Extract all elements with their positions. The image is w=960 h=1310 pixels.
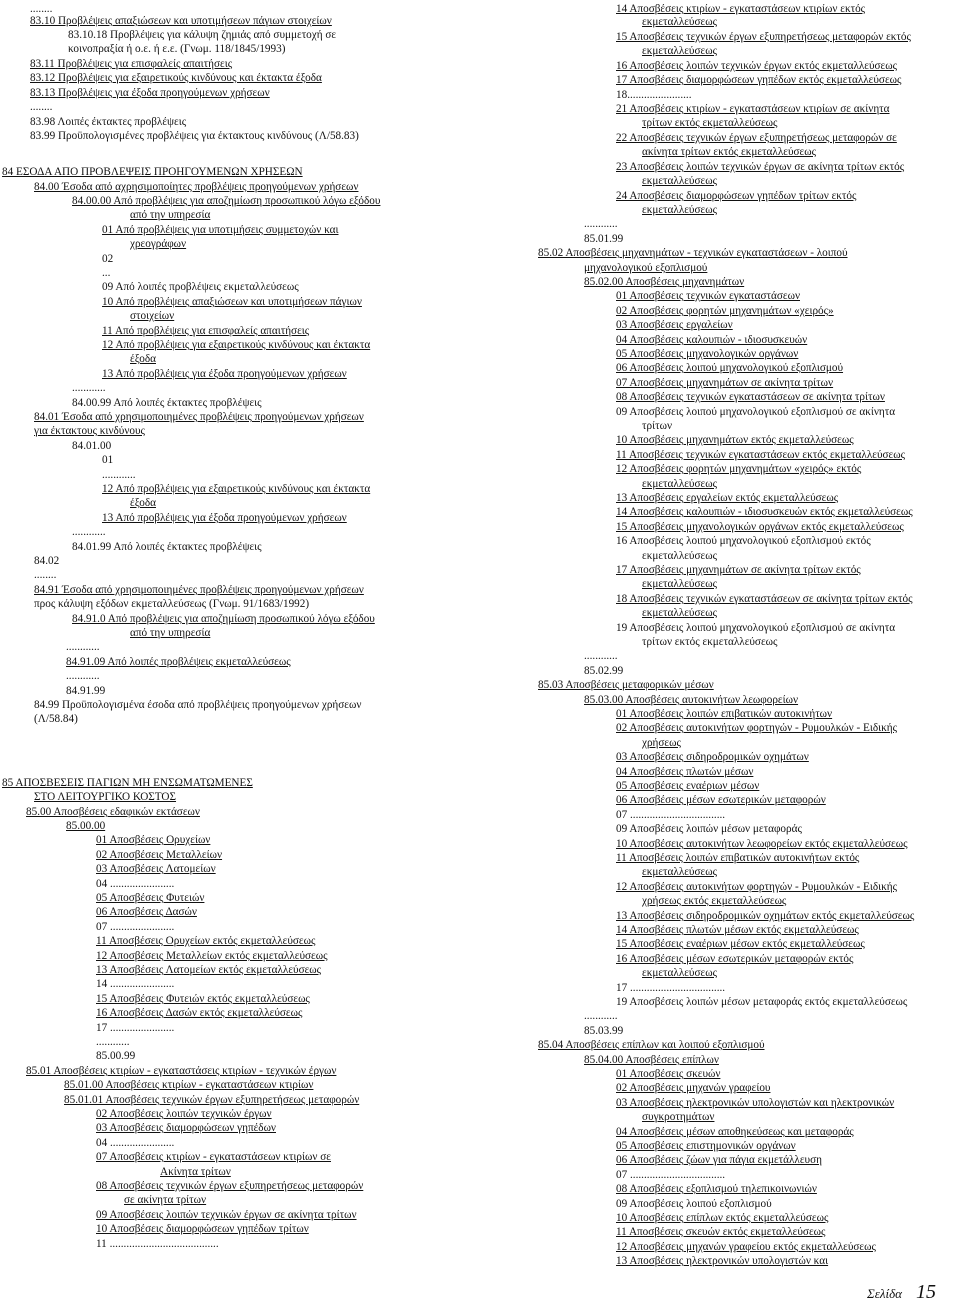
account-line: 16 Αποσβέσεις λοιπού μηχανολογικού εξοπλισμού εκτός [616, 535, 871, 547]
account-line: 13 Αποσβέσεις σιδηροδρομικών οχημάτων εκτός εκμεταλλεύσεως [616, 910, 915, 922]
account-line: 01 Αποσβέσεις λοιπών επιβατικών αυτοκινήτων [616, 708, 833, 720]
account-line: 04 Αποσβέσεις πλωτών μέσων [616, 766, 754, 778]
account-line: 85.02.00 Αποσβέσεις μηχανημάτων [584, 276, 745, 288]
account-line: 84.01.99 Από λοιπές έκτακτες προβλέψεις [72, 541, 262, 553]
account-line: 17 .................................. [616, 982, 726, 994]
account-line: 15 Αποσβέσεις Φυτειών εκτός εκμεταλλεύσεως [96, 993, 310, 1005]
account-line: 07 Αποσβέσεις κτιρίων - εγκαταστάσεων κτιρίων σε [96, 1151, 331, 1163]
account-line: εκμεταλλεύσεως [642, 607, 717, 619]
account-line: 06 Αποσβέσεις μέσων εσωτερικών μεταφορών [616, 794, 826, 806]
account-line: 84.00 Έσοδα από αχρησιμοποίητες προβλέψεις προηγούμενων χρήσεων [34, 181, 359, 193]
account-line: εκμεταλλεύσεως [642, 478, 717, 490]
account-line: 12 Από προβλέψεις για εξαιρετικούς κινδύνους και έκτακτα [102, 483, 371, 495]
account-line: 16 Αποσβέσεις λοιπών τεχνικών έργων εκτός εκμεταλλεύσεως [616, 60, 898, 72]
account-line: 03 Αποσβέσεις ηλεκτρονικών υπολογιστών και ηλεκτρονικών [616, 1097, 895, 1109]
account-line: στοιχείων [130, 310, 175, 322]
account-line: 06 Αποσβέσεις λοιπού μηχανολογικού εξοπλισμού [616, 362, 844, 374]
account-line: 85.00.99 [96, 1050, 136, 1062]
account-line: 84.00.00 Από προβλέψεις για αποζημίωση προσωπικού λόγω εξόδου [72, 195, 381, 207]
account-line: 85.01.00 Αποσβέσεις κτιρίων - εγκαταστάσεων κτιρίων [64, 1079, 314, 1091]
account-line: 17 Αποσβέσεις διαμορφώσεων γηπέδων εκτός εκμεταλλεύσεως [616, 74, 902, 86]
account-line: 17 Αποσβέσεις μηχανημάτων σε ακίνητα τρίτων εκτός [616, 564, 861, 576]
account-line: 85.03 Αποσβέσεις μεταφορικών μέσων [538, 679, 714, 691]
account-line: 83.99 Προϋπολογισμένες προβλέψεις για έκτακτους κινδύνους (Λ/58.83) [30, 130, 359, 142]
account-line: 84.91.09 Από λοιπές προβλέψεις εκμεταλλεύσεως [66, 656, 291, 668]
account-line: 14 ....................... [96, 978, 175, 990]
account-line: 18 Αποσβέσεις τεχνικών εγκαταστάσεων σε ακίνητα τρίτων εκτός [616, 593, 913, 605]
account-line: 11 Αποσβέσεις λοιπών επιβατικών αυτοκινήτων εκτός [616, 852, 860, 864]
account-line: 16 Αποσβέσεις μέσων εσωτερικών μεταφορών εκτός [616, 953, 854, 965]
account-line: τρίτων εκτός εκμεταλλεύσεως [642, 117, 778, 129]
account-line: ... [102, 267, 111, 279]
account-line: 10 Αποσβέσεις μηχανημάτων εκτός εκμεταλλεύσεως [616, 434, 854, 446]
account-line: 08 Αποσβέσεις εξοπλισμού τηλεπικοινωνιών [616, 1183, 817, 1195]
account-line: 84.02 [34, 555, 60, 567]
account-line: 05 Αποσβέσεις Φυτειών [96, 892, 205, 904]
account-line: συγκροτημάτων [642, 1111, 715, 1123]
account-line: 85.02.99 [584, 665, 624, 677]
account-line: 13 Από προβλέψεις για έξοδα προηγούμενων χρήσεων [102, 512, 347, 524]
account-line: εκμεταλλεύσεως [642, 204, 717, 216]
account-line: (Λ/58.84) [34, 713, 78, 725]
account-line: 08 Αποσβέσεις τεχνικών εγκαταστάσεων σε ακίνητα τρίτων [616, 391, 885, 403]
account-line: 84.00.99 Από λοιπές έκτακτες προβλέψεις [72, 397, 262, 409]
account-line: ............ [584, 1010, 618, 1022]
account-line: 10 Αποσβέσεις διαμορφώσεων γηπέδων τρίτων [96, 1223, 309, 1235]
account-line: κοινοπραξία ή ο.ε. ή ε.ε. (Γνωμ. 118/1845/1993) [68, 43, 286, 55]
page-label: Σελίδα [867, 1286, 902, 1301]
account-line: 16 Αποσβέσεις Δασών εκτός εκμεταλλεύσεως [96, 1007, 303, 1019]
account-line: 02 Αποσβέσεις αυτοκινήτων φορτηγών - Ρυμουλκών - Ειδικής [616, 722, 898, 734]
account-line: ακίνητα τρίτων εκτός εκμεταλλεύσεως [642, 146, 817, 158]
account-line: 12 Αποσβέσεις φορητών μηχανημάτων «χειρός» εκτός [616, 463, 862, 475]
page-number: 15 [916, 1281, 936, 1303]
account-line: έξοδα [130, 497, 156, 509]
account-line: 83.10 Προβλέψεις απαξιώσεων και υποτιμήσεων πάγιων στοιχείων [30, 15, 332, 27]
account-line: ............ [66, 670, 100, 682]
account-line: 02 Αποσβέσεις λοιπών τεχνικών έργων [96, 1108, 272, 1120]
account-line: ........ [34, 569, 57, 581]
account-line: 23 Αποσβέσεις λοιπών τεχνικών έργων σε ακίνητα τρίτων εκτός [616, 161, 905, 173]
account-line: 83.98 Λοιπές έκτακτες προβλέψεις [30, 116, 187, 128]
account-line: 84.01 Έσοδα από χρησιμοποιημένες προβλέψεις προηγούμενων χρήσεων [34, 411, 364, 423]
account-line: 84 ΕΣΟΔΑ ΑΠΟ ΠΡΟΒΛΕΨΕΙΣ ΠΡΟΗΓΟΥΜΕΝΩΝ ΧΡΗΣΕΩΝ [2, 166, 303, 178]
account-line: 14 Αποσβέσεις καλουπιών - ιδιοσυσκευών εκτός εκμεταλλεύσεως [616, 506, 913, 518]
account-line: 15 Αποσβέσεις εναέριων μέσων εκτός εκμεταλλεύσεως [616, 938, 865, 950]
account-line: 11 ....................................... [96, 1238, 219, 1250]
account-line: 02 Αποσβέσεις Μεταλλείων [96, 849, 223, 861]
account-line: 05 Αποσβέσεις επιστημονικών οργάνων [616, 1140, 796, 1152]
account-line: 19 Αποσβέσεις λοιπών μέσων μεταφοράς εκτός εκμεταλλεύσεως [616, 996, 908, 1008]
account-line: έξοδα [130, 353, 156, 365]
account-line: 17 ....................... [96, 1022, 175, 1034]
account-line: 09 Αποσβέσεις λοιπού μηχανολογικού εξοπλισμού σε ακίνητα [616, 406, 896, 418]
account-line: από την υπηρεσία [130, 627, 211, 639]
account-line: 10 Από προβλέψεις απαξιώσεων και υποτιμήσεων πάγιων [102, 296, 362, 308]
account-line: 84.01.00 [72, 440, 112, 452]
account-line: 85.01 Αποσβέσεις κτιρίων - εγκαταστάσεις κτιρίων - τεχνικών έργων [26, 1065, 337, 1077]
account-line: μηχανολογικού εξοπλισμού [584, 262, 708, 274]
account-line: 15 Αποσβέσεις τεχνικών έργων εξυπηρετήσεως μεταφορών εκτός [616, 31, 911, 43]
account-line: 09 Αποσβέσεις λοιπών μέσων μεταφοράς [616, 823, 802, 835]
account-line: εκμεταλλεύσεως [642, 550, 717, 562]
account-line: 85.03.99 [584, 1025, 624, 1037]
account-line: 83.12 Προβλέψεις για εξαιρετικούς κινδύνους και έκτακτα έξοδα [30, 72, 322, 84]
account-line: 85.00.00 [66, 820, 106, 832]
account-line: 12 Αποσβέσεις μηχανών γραφείου εκτός εκμεταλλεύσεως [616, 1241, 876, 1253]
account-line: 14 Αποσβέσεις κτιρίων - εγκαταστάσεων κτιρίων εκτός [616, 3, 866, 15]
page-footer [867, 1281, 936, 1304]
account-line: 09 Αποσβέσεις λοιπών τεχνικών έργων σε ακίνητα τρίτων [96, 1209, 357, 1221]
account-line: 83.10.18 Προβλέψεις για κάλυψη ζημιάς από συμμετοχή σε [68, 29, 337, 41]
account-line: 02 Αποσβέσεις φορητών μηχανημάτων «χειρός» [616, 305, 834, 317]
account-line: 22 Αποσβέσεις τεχνικών έργων εξυπηρετήσεως μεταφορών σε [616, 132, 897, 144]
account-line: 85.04.00 Αποσβέσεις επίπλων [584, 1054, 719, 1066]
account-line: 19 Αποσβέσεις λοιπού μηχανολογικού εξοπλισμού σε ακίνητα [616, 622, 896, 634]
account-line: χρήσεως εκτός εκμεταλλεύσεως [642, 895, 787, 907]
account-line: 11 Από προβλέψεις για επισφαλείς απαιτήσεις [102, 325, 310, 337]
account-line: 09 Από λοιπές προβλέψεις εκμεταλλεύσεως [102, 281, 299, 293]
account-line: 85.01.99 [584, 233, 624, 245]
account-line: 03 Αποσβέσεις σιδηροδρομικών οχημάτων [616, 751, 809, 763]
account-line: 13 Αποσβέσεις Λατομείων εκτός εκμεταλλεύσεως [96, 964, 322, 976]
account-line: 84.91 Έσοδα από χρησιμοποιημένες προβλέψεις προηγούμενων χρήσεων [34, 584, 364, 596]
account-line: σε ακίνητα τρίτων [124, 1194, 207, 1206]
account-line: 85.02 Αποσβέσεις μηχανημάτων - τεχνικών εγκαταστάσεων - λοιπού [538, 247, 848, 259]
account-line: 04 Αποσβέσεις καλουπιών - ιδιοσυσκευών [616, 334, 808, 346]
account-line: ............ [66, 641, 100, 653]
account-line: 84.91.0 Από προβλέψεις για αποζημίωση προσωπικού λόγω εξόδου [72, 613, 375, 625]
account-line: 03 Αποσβέσεις Λατομείων [96, 863, 216, 875]
account-line: 13 Από προβλέψεις για έξοδα προηγούμενων χρήσεων [102, 368, 347, 380]
account-line: 21 Αποσβέσεις κτιρίων - εγκαταστάσεων κτιρίων σε ακίνητα [616, 103, 890, 115]
account-line: 05 Αποσβέσεις μηχανολογικών οργάνων [616, 348, 799, 360]
account-line: 07 .................................. [616, 809, 726, 821]
account-line: 02 [102, 253, 114, 265]
account-line: 05 Αποσβέσεις εναέριων μέσων [616, 780, 760, 792]
account-line: 85.04 Αποσβέσεις επίπλων και λοιπού εξοπλισμού [538, 1039, 765, 1051]
account-line: ........ [30, 3, 53, 15]
account-line: ............ [72, 382, 106, 394]
account-line: 03 Αποσβέσεις διαμορφώσεων γηπέδων [96, 1122, 276, 1134]
account-line: για έκτακτους κινδύνους [34, 425, 145, 437]
account-line: προς κάλυψη εξόδων εκμεταλλεύσεως (Γνωμ. 91/1683/1992) [34, 598, 310, 610]
account-line: 04 Αποσβέσεις μέσων αποθηκεύσεως και μεταφοράς [616, 1126, 854, 1138]
account-line: 08 Αποσβέσεις τεχνικών έργων εξυπηρετήσεως μεταφορών [96, 1180, 364, 1192]
account-line: Ακίνητα τρίτων [160, 1166, 231, 1178]
account-line: χρήσεως [642, 737, 681, 749]
account-line: ............ [72, 526, 106, 538]
account-line: 18....................... [616, 89, 692, 101]
account-line: εκμεταλλεύσεως [642, 866, 717, 878]
account-line: 07 .................................. [616, 1169, 726, 1181]
account-line: εκμεταλλεύσεως [642, 175, 717, 187]
account-line: 06 Αποσβέσεις Δασών [96, 906, 197, 918]
account-line: 85.00 Αποσβέσεις εδαφικών εκτάσεων [26, 806, 200, 818]
account-line: 04 ....................... [96, 1137, 175, 1149]
account-line: 01 [102, 454, 114, 466]
account-line: 84.91.99 [66, 685, 106, 697]
account-line: 12 Από προβλέψεις για εξαιρετικούς κινδύνους και έκτακτα [102, 339, 371, 351]
account-line: τρίτων [642, 420, 673, 432]
account-line: 03 Αποσβέσεις εργαλείων [616, 319, 733, 331]
account-line: 10 Αποσβέσεις αυτοκινήτων λεωφορείων εκτός εκμεταλλεύσεως [616, 838, 908, 850]
account-line: 07 ....................... [96, 921, 175, 933]
account-line: χρεογράφων [130, 238, 187, 250]
account-line: 12 Αποσβέσεις αυτοκινήτων φορτηγών - Ρυμουλκών - Ειδικής [616, 881, 898, 893]
account-line: 11 Αποσβέσεις Ορυχείων εκτός εκμεταλλεύσεως [96, 935, 316, 947]
account-line: εκμεταλλεύσεως [642, 578, 717, 590]
account-line: ............ [584, 218, 618, 230]
account-line: 85.03.00 Αποσβέσεις αυτοκινήτων λεωφορείων [584, 694, 799, 706]
account-line: 01 Αποσβέσεις σκευών [616, 1068, 721, 1080]
account-line: ............ [584, 650, 618, 662]
account-line: 83.11 Προβλέψεις για επισφαλείς απαιτήσεις [30, 58, 233, 70]
account-line: 14 Αποσβέσεις πλωτών μέσων εκτός εκμεταλλεύσεως [616, 924, 859, 936]
account-line: 15 Αποσβέσεις μηχανολογικών οργάνων εκτός εκμεταλλεύσεως [616, 521, 904, 533]
account-line: 12 Αποσβέσεις Μεταλλείων εκτός εκμεταλλεύσεως [96, 950, 328, 962]
account-line: 13 Αποσβέσεις εργαλείων εκτός εκμεταλλεύσεως [616, 492, 839, 504]
account-line: 85.01.01 Αποσβέσεις τεχνικών έργων εξυπηρετήσεως μεταφορών [64, 1094, 360, 1106]
account-line: 13 Αποσβέσεις ηλεκτρονικών υπολογιστών και [616, 1255, 829, 1267]
account-line: ............ [102, 469, 136, 481]
account-line: 02 Αποσβέσεις μηχανών γραφείου [616, 1082, 771, 1094]
account-line: 24 Αποσβέσεις διαμορφώσεων γηπέδων τρίτων εκτός [616, 190, 857, 202]
account-line: 85 ΑΠΟΣΒΕΣΕΙΣ ΠΑΓΙΩΝ ΜΗ ΕΝΣΩΜΑΤΩΜΕΝΕΣ [2, 777, 253, 789]
account-line: εκμεταλλεύσεως [642, 967, 717, 979]
account-line: 07 Αποσβέσεις μηχανημάτων σε ακίνητα τρίτων [616, 377, 834, 389]
account-line: 04 ....................... [96, 878, 175, 890]
account-line: 84.99 Προϋπολογισμένα έσοδα από προβλέψεις προηγούμενων χρήσεων [34, 699, 362, 711]
account-line: ΣΤΟ ΛΕΙΤΟΥΡΓΙΚΟ ΚΟΣΤΟΣ [34, 791, 177, 803]
account-line: ........ [30, 101, 53, 113]
account-line: 01 Αποσβέσεις τεχνικών εγκαταστάσεων [616, 290, 800, 302]
account-line: 01 Αποσβέσεις Ορυχείων [96, 834, 211, 846]
account-line: από την υπηρεσία [130, 209, 211, 221]
account-line: 11 Αποσβέσεις σκευών εκτός εκμεταλλεύσεως [616, 1226, 826, 1238]
account-line: 10 Αποσβέσεις επίπλων εκτός εκμεταλλεύσεως [616, 1212, 829, 1224]
account-line: 01 Από προβλέψεις για υποτιμήσεις συμμετοχών και [102, 224, 339, 236]
account-line: ............ [96, 1036, 130, 1048]
account-line: 83.13 Προβλέψεις για έξοδα προηγούμενων χρήσεων [30, 87, 270, 99]
account-line: εκμεταλλεύσεως [642, 16, 717, 28]
account-line: 06 Αποσβέσεις ζώων για πάγια εκμετάλλευση [616, 1154, 822, 1166]
account-line: 11 Αποσβέσεις τεχνικών εγκαταστάσεων εκτός εκμεταλλεύσεως [616, 449, 906, 461]
account-line: εκμεταλλεύσεως [642, 45, 717, 57]
account-line: τρίτων εκτός εκμεταλλεύσεως [642, 636, 778, 648]
account-line: 09 Αποσβέσεις λοιπού εξοπλισμού [616, 1198, 772, 1210]
